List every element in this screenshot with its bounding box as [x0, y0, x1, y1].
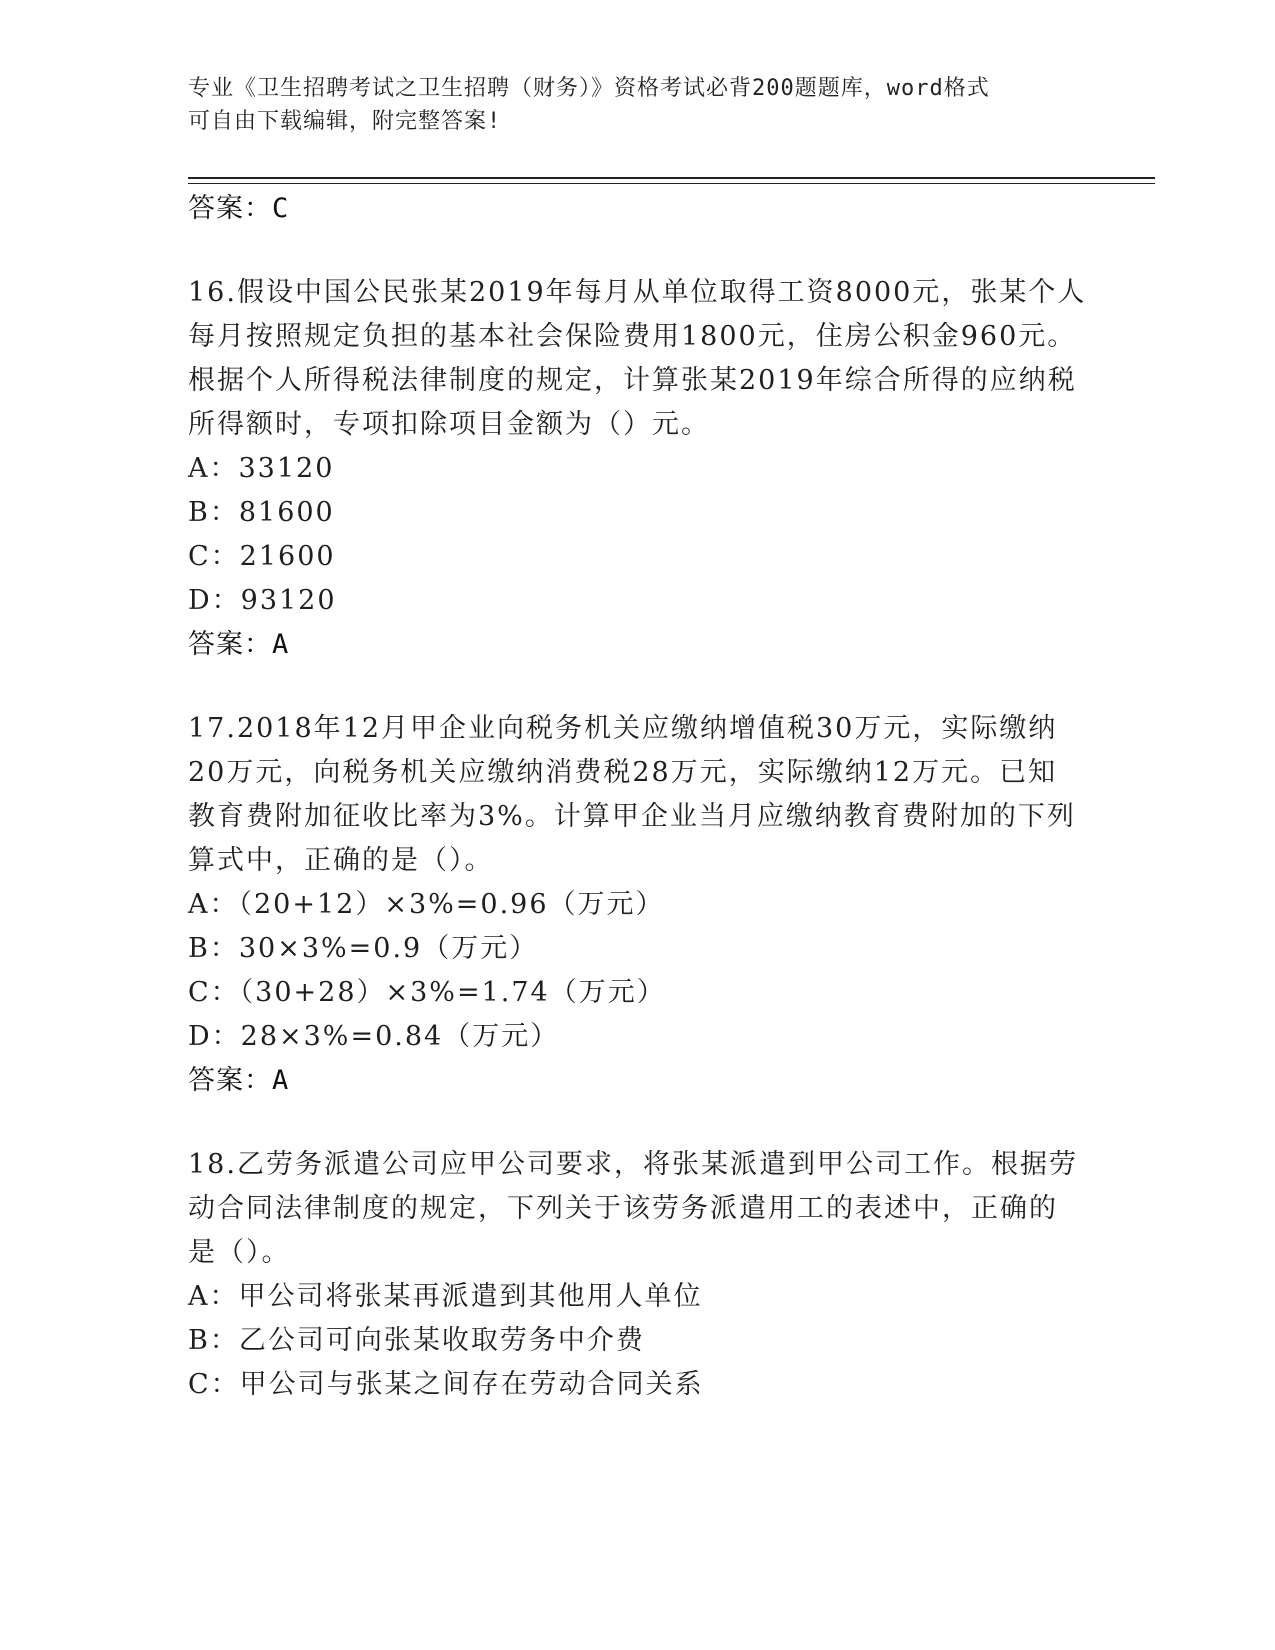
- option-b: B：30×3%=0.9（万元）: [188, 933, 539, 964]
- option-d: D：93120: [188, 585, 337, 616]
- question-stem-line: 17.2018年12月甲企业向税务机关应缴纳增值税30万元，实际缴纳: [188, 713, 1058, 744]
- option-a: A：（20+12）×3%=0.96（万元）: [188, 889, 665, 920]
- question-stem-line: 18.乙劳务派遣公司应甲公司要求，将张某派遣到甲公司工作。根据劳: [188, 1149, 1078, 1180]
- header-rule-thin: [188, 183, 1155, 184]
- option-c: C：21600: [188, 541, 336, 572]
- option-a: A：33120: [188, 453, 335, 484]
- document-header: [188, 72, 1068, 138]
- question-stem-line: 根据个人所得税法律制度的规定，计算张某2019年综合所得的应纳税: [188, 365, 1077, 396]
- option-b: B：乙公司可向张某收取劳务中介费: [188, 1325, 645, 1356]
- question-stem-line: 教育费附加征收比率为3%。计算甲企业当月应缴纳教育费附加的下列: [188, 801, 1076, 832]
- question-stem-line: 16.假设中国公民张某2019年每月从单位取得工资8000元，张某个人: [188, 277, 1087, 308]
- question-stem-line: 算式中，正确的是（）。: [188, 845, 494, 876]
- answer: 答案：A: [188, 1065, 290, 1096]
- question-stem-line: 所得额时，专项扣除项目金额为（）元。: [188, 409, 710, 440]
- option-d: D：28×3%=0.84（万元）: [188, 1021, 560, 1052]
- question-stem-line: 动合同法律制度的规定，下列关于该劳务派遣用工的表述中，正确的: [188, 1193, 1058, 1224]
- answer: 答案：A: [188, 629, 290, 660]
- option-b: B：81600: [188, 497, 335, 528]
- question-stem-line: 每月按照规定负担的基本社会保险费用1800元，住房公积金960元。: [188, 321, 1077, 352]
- header-line-2: 可自由下载编辑，附完整答案!: [188, 109, 502, 134]
- header-line-1: 专业《卫生招聘考试之卫生招聘（财务）》资格考试必背200题题库，word格式: [188, 76, 990, 101]
- option-a: A：甲公司将张某再派遣到其他用人单位: [188, 1281, 703, 1312]
- question-stem-line: 20万元，向税务机关应缴纳消费税28万元，实际缴纳12万元。已知: [188, 757, 1058, 788]
- header-rule-thick: [188, 177, 1155, 179]
- option-c: C：（30+28）×3%=1.74（万元）: [188, 977, 666, 1008]
- question-stem-line: 是（）。: [188, 1237, 291, 1268]
- answer-prev: 答案：C: [188, 193, 290, 224]
- option-c: C：甲公司与张某之间存在劳动合同关系: [188, 1369, 704, 1400]
